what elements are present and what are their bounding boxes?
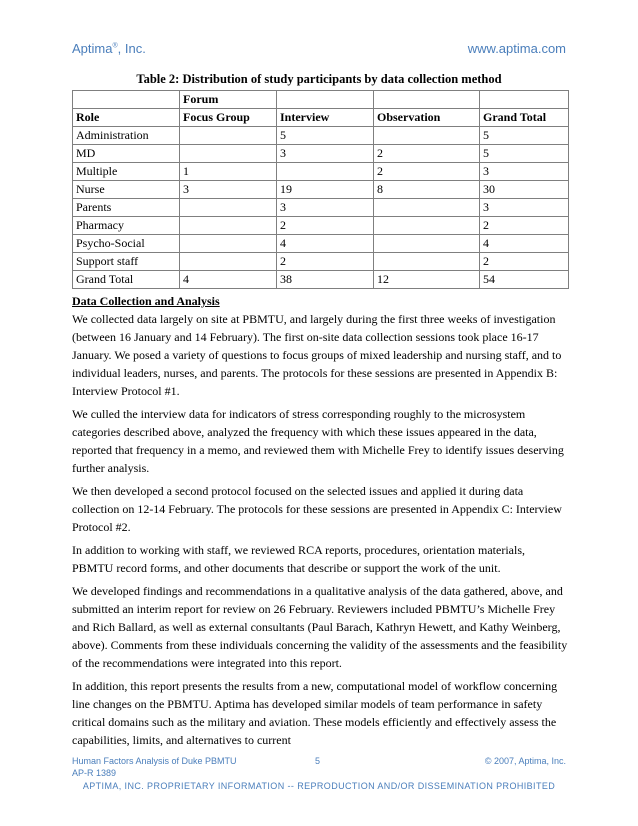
paragraph: We developed findings and recommendations in a qualitative analysis of the data gathered, above, and submitted an interim report for review on 26 February. Reviewers included PBMTU’s Michelle Frey and Rich Ballard, as well as external consultants (Paul Barach, Kathryn Hewett, and Kathy Weinberg, above). Comments from these individuals concerning the validity of the assessments and the feasibility of the recommendations were integrated into this report.: [72, 584, 568, 670]
table-cell: Parents: [73, 199, 180, 217]
table-cell: 3: [277, 145, 374, 163]
table-cell: 2: [480, 253, 569, 271]
table-cell: Grand Total: [73, 271, 180, 289]
table-header-row: [73, 109, 569, 127]
table-cell: Pharmacy: [73, 217, 180, 235]
table-cell: 4: [480, 235, 569, 253]
table-cell: 2: [277, 253, 374, 271]
table-cell: [180, 235, 277, 253]
table-cell: 3: [480, 199, 569, 217]
header-website[interactable]: www.aptima.com: [467, 41, 566, 56]
footer-notice: APTIMA, INC. PROPRIETARY INFORMATION -- REPRODUCTION AND/OR DISSEMINATION PROHIBITED: [82, 781, 556, 791]
page-footer: [72, 756, 566, 791]
table-row-grand-total: [73, 271, 569, 289]
table-cell: 3: [180, 181, 277, 199]
page-header: [72, 41, 566, 61]
table-cell: 38: [277, 271, 374, 289]
paragraph: In addition to working with staff, we reviewed RCA reports, procedures, orientation materials, PBMTU record forms, and other documents that describe or support the work of the unit.: [72, 543, 525, 575]
table-cell: 54: [480, 271, 569, 289]
paragraph: We culled the interview data for indicators of stress corresponding roughly to the microsystem categories described above, analyzed the frequency with which these issues appeared in the data, reported that frequency in a memo, and reviewed them with Michelle Frey to identify issues deserving further analysis.: [72, 407, 564, 475]
table-cell: 4: [277, 235, 374, 253]
table-cell: [180, 253, 277, 271]
table-cell: [180, 127, 277, 145]
table-cell: [180, 217, 277, 235]
footer-copyright: © 2007, Aptima, Inc.: [484, 756, 566, 766]
table-cell: Administration: [73, 127, 180, 145]
table-cell: 2: [277, 217, 374, 235]
table-cell: [374, 253, 480, 271]
table-cell: 1: [180, 163, 277, 181]
table-row: [73, 199, 569, 217]
table-cell: 19: [277, 181, 374, 199]
table-cell: 5: [480, 145, 569, 163]
column-header: Observation: [374, 109, 480, 127]
table-row: [73, 235, 569, 253]
table-cell: 8: [374, 181, 480, 199]
table-row: [73, 127, 569, 145]
table-cell: 30: [480, 181, 569, 199]
footer-doc-id: AP-R 1389: [72, 768, 117, 778]
table-row: [73, 145, 569, 163]
table-group-header-row: [73, 91, 569, 109]
table-cell: [374, 127, 480, 145]
table-cell: 5: [480, 127, 569, 145]
table-caption: Table 2: Distribution of study participants by data collection method: [136, 72, 502, 86]
header-company: Aptima®, Inc.: [72, 41, 146, 56]
column-header: Interview: [277, 109, 374, 127]
table-cell: Multiple: [73, 163, 180, 181]
column-header: Role: [73, 109, 180, 127]
table-cell: Nurse: [73, 181, 180, 199]
table-cell: 2: [374, 163, 480, 181]
table-cell: MD: [73, 145, 180, 163]
table-cell: [277, 163, 374, 181]
table-cell: [180, 145, 277, 163]
footer-page-number: 5: [315, 756, 321, 766]
table-row: [73, 217, 569, 235]
table-row: [73, 253, 569, 271]
body-section: [72, 292, 568, 754]
table-row: [73, 163, 569, 181]
table-cell: 2: [374, 145, 480, 163]
table-cell: [374, 217, 480, 235]
group-header-forum: Forum: [180, 91, 277, 109]
table-cell: 3: [277, 199, 374, 217]
paragraph: In addition, this report presents the results from a new, computational model of workflow concerning line changes on the PBMTU. Aptima has developed similar models of team performance in safety critical domains such as the military and aviation. These models efficiently and effectively assess the capabilities, limits, and alternatives to current: [72, 679, 558, 747]
table-row: [73, 181, 569, 199]
table-cell: 4: [180, 271, 277, 289]
table-cell: 3: [480, 163, 569, 181]
table-cell: 12: [374, 271, 480, 289]
section-heading: Data Collection and Analysis: [72, 294, 220, 308]
table-cell: Support staff: [73, 253, 180, 271]
table-cell: [374, 199, 480, 217]
column-header: Grand Total: [480, 109, 569, 127]
table-cell: Psycho-Social: [73, 235, 180, 253]
table-cell: 5: [277, 127, 374, 145]
column-header: Focus Group: [180, 109, 277, 127]
distribution-table: [72, 90, 569, 289]
table-cell: 2: [480, 217, 569, 235]
paragraph: We collected data largely on site at PBMTU, and largely during the first three weeks of investigation (between 16 January and 14 February). The first on-site data collection sessions took place 16-17 January. We posed a variety of questions to focus groups of mixed leadership and nursing staff, and to individual leaders, nurses, and parents. The protocols for these sessions are presented in Appendix B: Interview Protocol #1.: [72, 312, 562, 398]
footer-title: Human Factors Analysis of Duke PBMTU: [72, 756, 237, 766]
table-cell: [180, 199, 277, 217]
table-cell: [374, 235, 480, 253]
paragraph: We then developed a second protocol focused on the selected issues and applied it during data collection on 12-14 February. The protocols for these sessions are presented in Appendix C: Interview Protocol #2.: [72, 484, 562, 534]
